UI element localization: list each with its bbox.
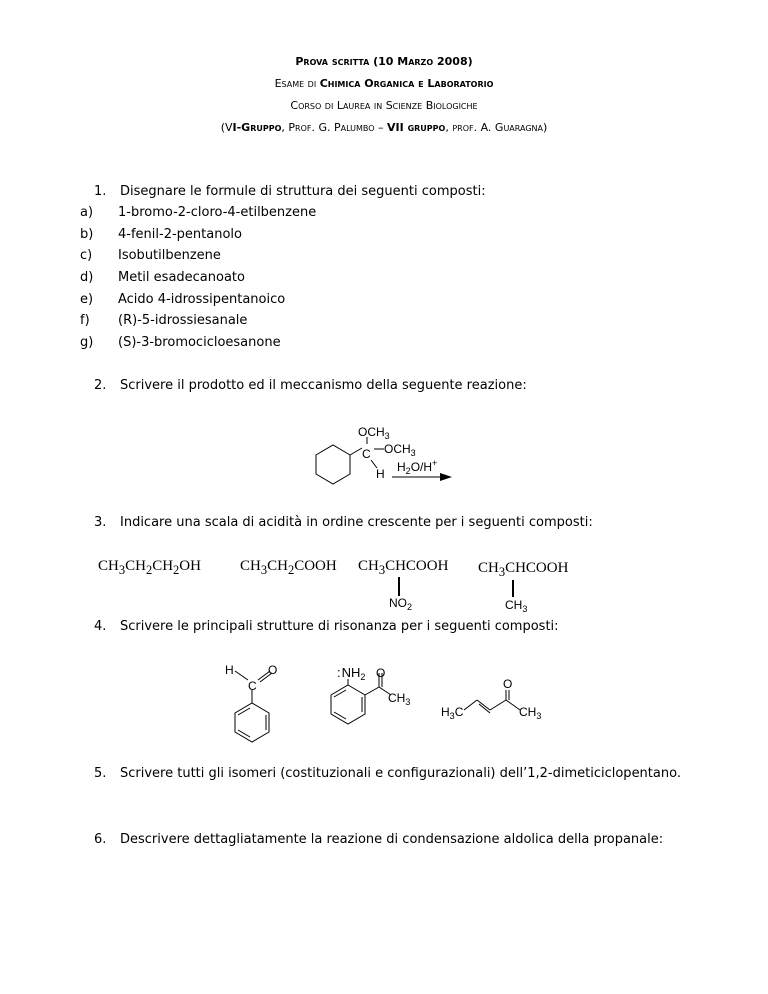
group-one-prof: , Prof. G. Palumbo – [281,121,388,134]
question-text: Indicare una scala di acidità in ordine crescente per i seguenti composti: [120,515,593,530]
compound-letter: c) [80,248,93,263]
question-text: Scrivere le principali strutture di risonanza per i seguenti composti: [120,619,559,634]
question-number: 2. [94,378,107,393]
question-6 [94,832,663,847]
group-two: VII gruppo [387,121,446,134]
question-number: 6. [94,832,107,847]
enone-o-label: O [503,677,513,691]
aldehyde-c-label: C [248,679,257,693]
degree-text: Corso di Laurea in Scienze Biologiche [290,99,478,112]
aldehyde-o-label: O [268,663,278,677]
acid-nitro: $CH_3CHCOOH$ [358,558,449,577]
nitro-label: $NO_2$ [389,596,413,612]
och3-top-label: $OCH_3$ [358,425,390,441]
compound-letter: e) [80,292,94,307]
question-number: 5. [94,766,107,781]
group-two-prof: , prof. A. Guaragna) [445,121,548,134]
enone-h3c-label: $H_3C$ [441,705,464,721]
groups-open: (V [220,121,233,134]
question-5 [94,766,681,781]
compound-name: Metil esadecanoato [118,270,245,285]
hydrogen-label: H [376,467,385,481]
ketone-o-label: O [376,666,386,680]
compound-name: (S)-3-bromocicloesanone [118,335,281,350]
title-prefix: Prova scritta ( [295,55,379,68]
course-prefix: Esame di [274,77,320,90]
pentenone [464,690,520,713]
compound-letter: a) [80,205,94,220]
compound-name: Isobutilbenzene [118,248,221,263]
compound-name: Acido 4-idrossipentanoico [118,292,286,307]
och3-right-label: $OCH_3$ [384,442,416,458]
reagent-label: $H_2O/H^+$ [397,458,438,476]
question-text: Scrivere tutti gli isomeri (costituzionali e configurazionali) dell’1,2-dimeticiclopentano. [120,766,681,781]
compound-name: 1-bromo-2-cloro-4-etilbenzene [118,205,317,220]
amine-label: $:NH_2$ [337,665,366,682]
methyl-label: $CH_3$ [505,598,528,614]
question-number: 1. [94,184,107,199]
question-number: 4. [94,619,107,634]
compound-letter: d) [80,270,94,285]
aldehyde-h-label: H [225,663,234,677]
compound-name: (R)-5-idrossiesanale [118,313,248,328]
question-number: 3. [94,515,107,530]
exam-date: 10 Marzo 2008 [378,55,468,68]
compound-name: 4-fenil-2-pentanolo [118,227,242,242]
compound-letter: b) [80,227,94,242]
ketone-ch3-label: $CH_3$ [388,691,411,707]
enone-ch3-label: $CH_3$ [519,705,542,721]
acid-methyl: $CH_3CHCOOH$ [478,560,569,579]
acid-propanol: $CH_3CH_2CH_2OH$ [98,558,201,577]
compound-letter: f) [80,313,90,328]
question-text: Scrivere il prodotto ed il meccanismo della seguente reazione: [120,378,527,393]
compound-letter: g) [80,335,94,350]
question-text: Disegnare le formule di struttura dei seguenti composti: [120,184,486,199]
course-name: Chimica Organica e Laboratorio [319,77,494,90]
acid-propanoic: $CH_3CH_2COOH$ [240,558,337,577]
question-text: Descrivere dettagliatamente la reazione di condensazione aldolica della propanale: [120,832,664,847]
carbon-label: C [362,447,371,461]
title-suffix: ) [467,55,473,68]
group-one: I-Gruppo [232,121,282,134]
